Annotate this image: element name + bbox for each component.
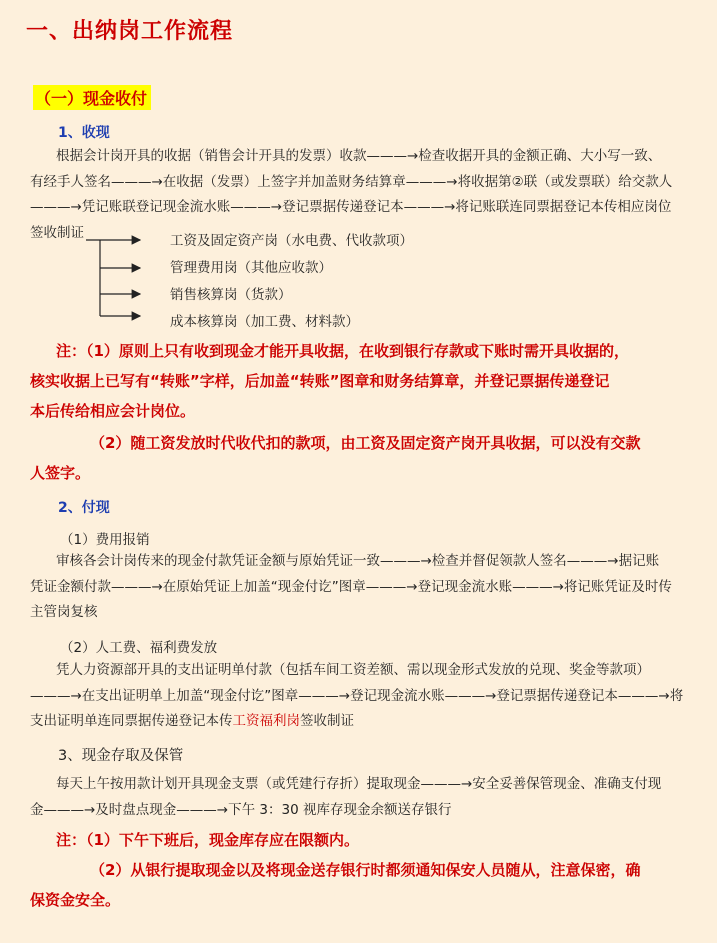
- note-line: 注：（1）下午下班后，现金库存应在限额内。: [56, 831, 359, 849]
- subheading-expense-reimbursement: （1）费用报销: [60, 532, 150, 548]
- line-text: 支出证明单连同票据传递登记本传: [30, 713, 233, 729]
- paragraph-line: 凭人力资源部开具的支出证明单付款（包括车间工资差额、需以现金形式发放的兑现、奖金等款项）: [56, 662, 650, 678]
- expense-paragraph: [30, 549, 690, 626]
- paragraph-line: 签收制证: [30, 224, 84, 241]
- paragraph-line: 有经手人签名———→在收据（发票）上签字并加盖财务结算章———→将收据第②联（或发票联）给交款人: [30, 173, 673, 190]
- note-2: [30, 428, 685, 488]
- subheading-cash-storage: 3、现金存取及保管: [58, 748, 184, 764]
- paragraph-line: 凭证金额付款———→在原始凭证上加盖“现金付讫”图章———→登记现金流水账———→将记账凭证及时传: [30, 578, 672, 595]
- highlighted-post: 工资福利岗: [232, 713, 300, 729]
- note-line: 保资金安全。: [30, 891, 121, 909]
- storage-paragraph: [30, 772, 690, 823]
- paragraph-line: ———→在支出证明单上加盖“现金付讫”图章———→登记现金流水账———→登记票据传递登记本———→将: [30, 687, 684, 704]
- paragraph-line: 审核各会计岗传来的现金付款凭证金额与原始凭证一致———→检查并督促领款人签名———→据记账: [56, 553, 660, 569]
- paragraph-line: ———→凭记账联登记现金流水账———→登记票据传递登记本———→将记账联连同票据登记本传相应岗位: [30, 199, 672, 215]
- note-line: （2）从银行提取现金以及将现金送存银行时都须通知保安人员随从，注意保密，确: [90, 861, 641, 879]
- subheading-pay-cash: 2、付现: [58, 500, 110, 516]
- paragraph-line: 根据会计岗开具的收据（销售会计开具的发票）收款———→检查收据开具的金额正确、大小写一致、: [56, 148, 662, 164]
- note-1: [30, 336, 685, 426]
- section-heading: （一）现金收付: [33, 85, 151, 110]
- note-line: 人签字。: [30, 464, 91, 482]
- paragraph-line: 主管岗复核: [30, 604, 98, 620]
- note-4: [30, 855, 685, 915]
- note-line: （2）随工资发放时代收代扣的款项，由工资及固定资产岗开具收据，可以没有交款: [90, 434, 641, 452]
- note-line: 注：（1）原则上只有收到现金才能开具收据，在收到银行存款或下账时需开具收据的，: [56, 342, 629, 360]
- paragraph-line: 每天上午按用款计划开具现金支票（或凭建行存折）提取现金———→安全妥善保管现金、准确支付现: [56, 776, 662, 792]
- subheading-labor-welfare: （2）人工费、福利费发放: [60, 640, 218, 656]
- subheading-receive-cash: 1、收现: [58, 125, 110, 141]
- note-line: 核实收据上已写有“转账”字样，后加盖“转账”图章和财务结算章，并登记票据传递登记: [30, 372, 610, 390]
- labor-paragraph: [30, 658, 690, 735]
- branch-item: 工资及固定资产岗（水电费、代收款项）: [170, 233, 413, 249]
- branch-item: 销售核算岗（货款）: [170, 287, 292, 303]
- branch-item: 成本核算岗（加工费、材料款）: [170, 314, 359, 330]
- line-text: 签收制证: [300, 713, 354, 729]
- branch-item: 管理费用岗（其他应收款）: [170, 260, 332, 276]
- paragraph-line: 金———→及时盘点现金———→下午 3：30 视库存现金余额送存银行: [30, 801, 452, 818]
- page-title: 一、出纳岗工作流程: [26, 19, 234, 44]
- note-line: 本后传给相应会计岗位。: [30, 402, 196, 420]
- note-3: [30, 825, 685, 855]
- paragraph-line: [30, 709, 690, 735]
